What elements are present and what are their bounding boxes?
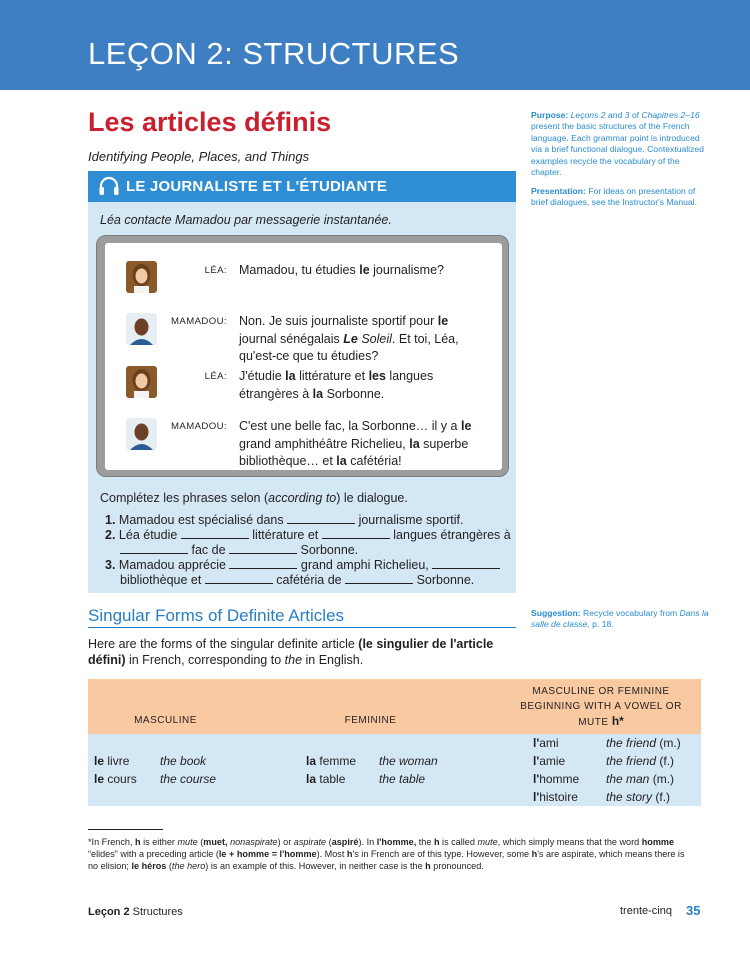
table-cell [94,754,129,768]
blank-field[interactable] [432,559,500,569]
gloss: the story [606,790,653,804]
exercise-item-1 [105,513,463,528]
item-number: 1. [105,513,116,527]
footnote-rule [88,829,163,830]
exercise-item-2-cont [120,543,358,558]
chapter-banner [0,0,750,90]
item-text: Sorbonne. [416,573,475,587]
item-number: 2. [105,528,116,542]
subsection-rule [88,627,516,628]
item-text: Sorbonne. [300,543,359,557]
purpose-ref: 3 [624,110,630,120]
noun: homme [539,772,580,786]
exercise-intro-text: Complétez les phrases selon ( [100,491,269,505]
table-gloss: the book [160,754,207,768]
header-line: MASCULINE OR FEMININE [532,686,670,697]
table-gloss [606,790,670,804]
footer-lesson-number: Leçon 2 [88,906,130,918]
header-h: h* [611,714,624,728]
blank-field[interactable] [120,544,188,554]
exercise-intro-text: ) le dialogue. [336,491,408,505]
margin-note-purpose [531,110,711,178]
purpose-and: and [607,110,623,120]
exercise-item-2 [105,528,511,543]
body-text: in English. [305,653,364,667]
item-text: grand amphi Richelieu, [300,558,429,572]
exercise-item-3-cont [120,573,474,588]
suggestion-text: Recycle vocabulary from [583,608,678,618]
header-line: BEGINNING WITH A VOWEL OR [520,701,682,712]
exercise-item-3 [105,558,500,573]
blank-field[interactable] [345,574,413,584]
exercise-intro-gloss: according to [268,491,337,505]
dialogue-line: C'est une belle fac, la Sorbonne… il y a le grand amphithéâtre Richelieu, la superbe bibliothèque… et la cafétéria! [239,419,472,468]
article: le [94,772,105,786]
noun: histoire [539,790,578,804]
item-text: Léa étudie [118,528,178,542]
item-text: Mamadou apprécie [118,558,226,572]
section-title: Les articles définis [88,107,332,137]
purpose-label: Purpose: [531,110,569,120]
article: la [306,772,317,786]
speaker-label: MAMADOU: [171,421,227,432]
body-term: (le singulier de l'article défini) [88,637,494,667]
col-header-masculine: MASCULINE [134,715,197,726]
speaker-label: LÉA: [204,371,227,382]
table-gloss [606,772,674,786]
purpose-text: present the basic structures of the French language. Each grammar point is introduced via a brief functional dialogue. Contextualized examples recycle the vocabulary of the chapter. [531,121,704,178]
page-number: 35 [686,903,701,918]
item-text: journalisme sportif. [358,513,464,527]
table-cell [306,754,356,768]
blank-field[interactable] [205,574,273,584]
table-gloss: the table [379,772,426,786]
presentation-text: For ideas on presentation of brief dialogues, see the Instructor's Manual. [531,186,697,208]
footer-lesson-title: Structures [132,906,183,918]
banner-title: LEÇON 2: STRUCTURES [88,36,460,71]
table-gloss: the woman [379,754,438,768]
dialogue-intro: Léa contacte Mamadou par messagerie instantanée. [100,213,392,227]
dialogue-panel [88,171,516,593]
gloss: the friend [606,736,657,750]
chat-screen [105,243,502,470]
intro-paragraph [88,636,528,668]
margin-note-suggestion [531,608,711,631]
dialogue-header [88,171,516,202]
table-cell [533,772,579,786]
item-text: cafétéria de [276,573,342,587]
suggestion-ref: Dans la salle de classe, [531,608,709,630]
item-text: Mamadou est spécialisé dans [118,513,284,527]
header-text: MUTE [578,717,609,728]
item-text: bibliothèque et [120,573,202,587]
speaker-label: MAMADOU: [171,316,227,327]
noun: livre [107,754,130,768]
purpose-ref: Leçons 2 [570,110,606,120]
blank-field[interactable] [322,529,390,539]
dialogue-line: Mamadou, tu étudies le journalisme? [239,263,444,277]
dialogue-title: LE JOURNALISTE ET L'ÉTUDIANTE [126,178,388,195]
article: le [94,754,105,768]
item-number: 3. [105,558,116,572]
gloss: the man [606,772,650,786]
col-header-vowel [506,684,696,730]
suggestion-label: Suggestion: [531,608,581,618]
blank-field[interactable] [229,544,297,554]
table-cell [533,754,565,768]
table-gloss: the course [160,772,217,786]
table-gloss [606,736,681,750]
article: l' [533,772,540,786]
exercise-instructions [100,491,408,505]
gender: (f.) [655,790,671,804]
body-gloss: the [284,653,303,667]
blank-field[interactable] [181,529,249,539]
table-cell [533,736,559,750]
item-text: langues étrangères à [393,528,511,542]
blank-field[interactable] [229,559,297,569]
gender: (f.) [659,754,675,768]
footnote: *In French, h is either mute (muet, nonaspirate) or aspirate (aspiré). In l'homme, the h is called mute, which simply means that the word homme “elides” with a preceding article (le + homme = l'homme). Most h's in French are of this type. However, some h's are aspirate, which means there is no elision; le héros (the hero) is an example of this. However, in neither case is the h pronounced. [88,837,685,872]
footer-lesson [88,906,183,918]
noun: table [319,772,346,786]
body-text: in French, corresponding to [128,653,282,667]
gender: (m.) [659,736,681,750]
body-text: Here are the forms of the singular definite article [88,637,355,651]
item-text: fac de [191,543,226,557]
blank-field[interactable] [287,514,355,524]
noun: femme [319,754,357,768]
table-gloss [606,754,674,768]
gloss: the friend [606,754,657,768]
table-cell [94,772,137,786]
section-subtitle: Identifying People, Places, and Things [88,149,310,164]
headphones-icon[interactable] [98,176,120,196]
noun: amie [539,754,566,768]
articles-table-body [88,734,701,806]
purpose-of: of [631,110,639,120]
article: l' [533,790,540,804]
dialogue-line: Non. Je suis journaliste sportif pour le journal sénégalais Le Soleil. Et toi, Léa, qu'est-ce que tu étudies? [239,314,459,363]
header-line [506,714,696,730]
item-text: littérature et [252,528,319,542]
suggestion-page: p. 18. [592,619,614,630]
purpose-ref: Chapitres 2–16 [641,110,700,120]
table-cell [533,790,578,804]
table-cell [306,772,345,786]
article: la [306,754,317,768]
articles-table-header [88,679,701,734]
tablet-frame [96,235,509,477]
margin-note-presentation [531,186,711,209]
article: l' [533,754,540,768]
noun: cours [107,772,137,786]
footer-page-word: trente-cinq [620,905,672,917]
presentation-label: Presentation: [531,186,586,196]
speaker-label: LÉA: [204,265,227,276]
subsection-title: Singular Forms of Definite Articles [88,606,345,625]
dialogue-line: J'étudie la littérature et les langues étrangères à la Sorbonne. [239,369,434,401]
col-header-feminine: FEMININE [344,715,397,726]
gender: (m.) [652,772,675,786]
article: l' [533,736,540,750]
noun: ami [539,736,559,750]
